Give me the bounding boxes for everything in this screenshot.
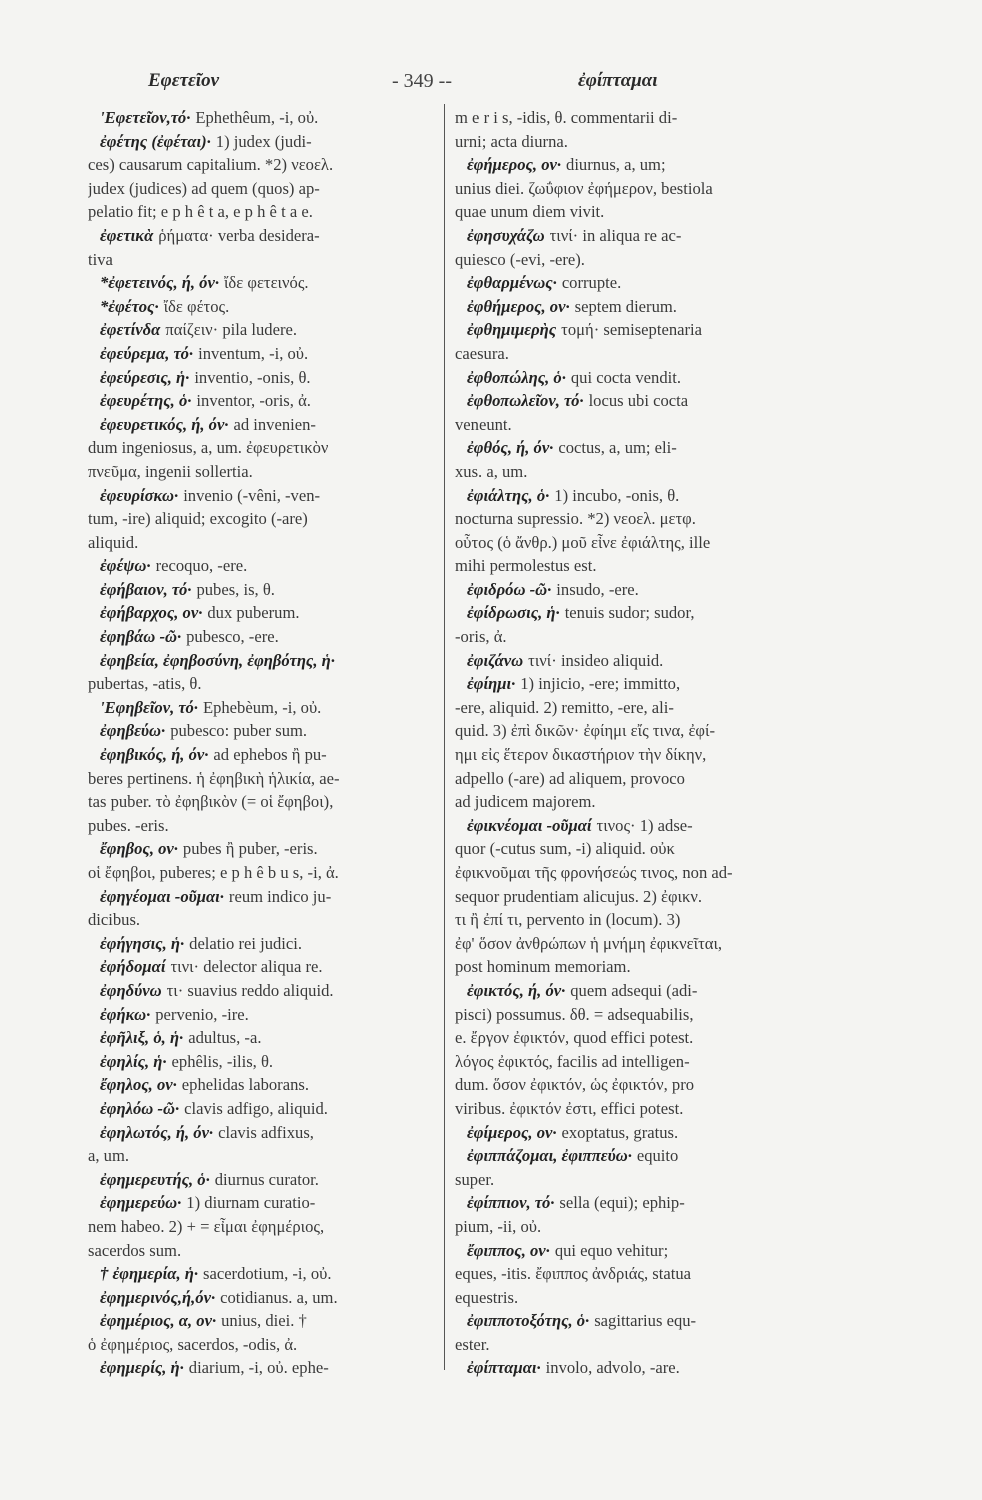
entry-line: [455, 484, 907, 508]
headword: ἐφήβαιον, τό·: [100, 579, 192, 599]
definition-text: ephêlis, -ilis, θ.: [171, 1051, 274, 1071]
definition-text: inventor, -oris, ἀ.: [196, 391, 311, 411]
continuation-line: [88, 200, 444, 224]
headword: ἐφησυχάζω: [467, 225, 545, 245]
continuation-line: [88, 531, 444, 555]
headword: ἐφήκω·: [100, 1004, 151, 1024]
continuation-line: [455, 790, 907, 814]
entry-line: [88, 696, 444, 720]
continuation-line: [455, 1073, 907, 1097]
headword: ἐφημερευτής, ὁ·: [100, 1169, 210, 1189]
continuation-line: [455, 719, 907, 743]
headword: ἐφιππάζομαι, ἐφιππεύω·: [467, 1146, 632, 1166]
headword: ἐφήδομαί: [100, 957, 166, 977]
definition-text: ημι εἰς ἕτερον δικαστήριον τὴν δίκην,: [455, 745, 707, 765]
headword: ἐφικνέομαι -οῦμαί: [467, 815, 592, 835]
definition-text: xus. a, um.: [455, 461, 528, 481]
entry-line: [88, 413, 444, 437]
headword: ἐφικτός, ή, όν·: [467, 980, 566, 1000]
entry-line: [88, 1168, 444, 1192]
entry-line: [88, 271, 444, 295]
continuation-line: [455, 460, 907, 484]
headword: ἐφήγησις, ἡ·: [100, 933, 185, 953]
headword: *ἐφέτος·: [100, 296, 159, 316]
continuation-line: [88, 153, 444, 177]
continuation-line: [88, 1333, 444, 1357]
definition-text: nocturna supressio. *2) νεοελ. μετφ.: [455, 509, 696, 529]
definition-text: cotidianus. a, um.: [220, 1287, 338, 1307]
continuation-line: [455, 625, 907, 649]
entry-line: [88, 295, 444, 319]
continuation-line: [455, 767, 907, 791]
headword: ἐφετίνδα: [100, 320, 161, 340]
entry-line: [88, 318, 444, 342]
definition-text: quiesco (-evi, -ere).: [455, 249, 585, 269]
page-number: - 349 --: [392, 70, 452, 92]
definition-text: ephelidas laborans.: [181, 1075, 309, 1095]
definition-text: 1) injicio, -ere; immitto,: [520, 674, 681, 694]
definition-text: dum. ὅσον ἐφικτόν, ὡς ἐφικτόν, pro: [455, 1075, 695, 1095]
definition-text: ἐφικνοῦμαι τῆς φρονήσεώς τινος, non ad-: [455, 863, 733, 882]
entry-line: [88, 1073, 444, 1097]
headword: ἐφθαρμένως·: [467, 273, 557, 293]
definition-text: involo, advolo, -are.: [545, 1358, 680, 1378]
definition-text: ad ephebos ἢ pu-: [213, 745, 327, 765]
continuation-line: [88, 861, 444, 885]
definition-text: invenio (-vêni, -ven-: [183, 485, 321, 505]
continuation-line: [455, 861, 907, 885]
continuation-line: [88, 460, 444, 484]
definition-text: pisci) possumus. δθ. = adsequabilis,: [455, 1004, 694, 1024]
headword: ἐφευρέτης, ὁ·: [100, 391, 192, 411]
entry-line: [88, 1121, 444, 1145]
definition-text: pubesco, -ere.: [186, 627, 279, 647]
entry-line: [88, 484, 444, 508]
definition-text: clavis adfigo, aliquid.: [184, 1098, 328, 1118]
continuation-line: [88, 248, 444, 272]
entry-line: [88, 366, 444, 390]
continuation-line: [88, 908, 444, 932]
entry-line: [455, 224, 907, 248]
definition-text: -oris, ἀ.: [455, 627, 507, 647]
headword: ἐφιπποτοξότης, ὁ·: [467, 1311, 590, 1331]
definition-text: Ephethêum, -i, οὐ.: [195, 108, 319, 127]
entry-line: [88, 224, 444, 248]
entry-line: [88, 979, 444, 1003]
definition-text: τινος· 1) adse-: [596, 815, 693, 835]
continuation-line: [455, 554, 907, 578]
entry-line: [88, 1356, 444, 1380]
definition-text: λόγος ἐφικτός, facilis ad intelligen-: [455, 1051, 690, 1071]
continuation-line: [455, 342, 907, 366]
definition-text: coctus, a, um; eli-: [558, 438, 677, 458]
definition-text: quor (-cutus sum, -i) aliquid. οὐκ: [455, 839, 675, 859]
definition-text: diurnus, a, um;: [566, 155, 666, 175]
continuation-line: [455, 1003, 907, 1027]
headword: ἔφιππος, ον·: [467, 1240, 550, 1260]
entry-line: [88, 1026, 444, 1050]
entry-line: [455, 389, 907, 413]
headword: ἐφετικὰ: [100, 225, 154, 245]
headword: † ἐφημερία, ἡ·: [100, 1264, 198, 1284]
definition-text: delatio rei judici.: [189, 933, 303, 953]
continuation-line: [455, 1333, 907, 1357]
entry-line: [88, 743, 444, 767]
entry-line: [88, 1309, 444, 1333]
entry-line: [455, 271, 907, 295]
definition-text: -ere, aliquid. 2) remitto, -ere, ali-: [455, 697, 674, 717]
headword: ἐφημερίς, ἡ·: [100, 1358, 184, 1378]
definition-text: inventum, -i, οὐ.: [198, 343, 309, 363]
entry-line: [455, 318, 907, 342]
entry-line: [455, 578, 907, 602]
definition-text: sequor prudentiam alicujus. 2) ἐφικν.: [455, 886, 703, 906]
definition-text: pubes ἢ puber, -eris.: [182, 839, 318, 859]
definition-text: qui cocta vendit.: [570, 367, 681, 387]
definition-text: quid. 3) ἐπὶ δικῶν· ἐφίημι εἴς τινα, ἐφί-: [455, 721, 715, 741]
definition-text: tiva: [88, 249, 113, 269]
definition-text: τομή· semiseptenaria: [561, 320, 702, 340]
entry-line: [455, 814, 907, 838]
definition-text: pervenio, -ire.: [155, 1004, 249, 1024]
continuation-line: [455, 177, 907, 201]
headword: ἐφιζάνω: [467, 650, 524, 670]
continuation-line: [455, 1050, 907, 1074]
headword: ἐφιδρόω -ῶ·: [467, 579, 552, 599]
continuation-line: [88, 1215, 444, 1239]
continuation-line: [455, 932, 907, 956]
entry-line: [455, 1356, 907, 1380]
definition-text: παίζειν· pila ludere.: [165, 320, 297, 340]
headword: ἐφηβάω -ῶ·: [100, 627, 182, 647]
headword: ἐφηλωτός, ή, όν·: [100, 1122, 214, 1142]
headword: ἐφηλίς, ἡ·: [100, 1051, 167, 1071]
entry-line: [88, 106, 444, 130]
entry-line: [455, 601, 907, 625]
definition-text: τινί· in aliqua re ac-: [549, 225, 682, 245]
definition-text: πνεῦμα, ingenii sollertia.: [88, 461, 253, 481]
entry-line: [455, 1191, 907, 1215]
definition-text: post hominum memoriam.: [455, 957, 631, 977]
definition-text: corrupte.: [561, 273, 622, 293]
entry-line: [455, 1144, 907, 1168]
continuation-line: [455, 200, 907, 224]
definition-text: recoquo, -ere.: [155, 556, 248, 576]
definition-text: τινι· delector aliqua re.: [170, 957, 323, 977]
entry-line: [88, 1003, 444, 1027]
headword: ἐφιάλτης, ὁ·: [467, 485, 550, 505]
headword: ἐφέτης (ἐφέται)·: [100, 131, 211, 151]
definition-text: m e r i s, -idis, θ. commentarii di-: [455, 108, 678, 127]
definition-text: ῥήματα· verba desidera-: [158, 225, 320, 245]
continuation-line: [455, 1286, 907, 1310]
definition-text: septem dierum.: [574, 296, 677, 316]
continuation-line: [455, 1026, 907, 1050]
definition-text: tenuis sudor; sudor,: [564, 603, 695, 623]
headword: ἐφημερεύω·: [100, 1193, 182, 1213]
headword: ἐφῆλιξ, ὁ, ἡ·: [100, 1028, 184, 1048]
definition-text: ad judicem majorem.: [455, 792, 596, 812]
headword: ἐφθημιμερὴς: [467, 320, 557, 340]
definition-text: equito: [636, 1146, 679, 1166]
continuation-line: [455, 885, 907, 909]
definition-text: urni; acta diurna.: [455, 131, 568, 151]
entry-line: [88, 837, 444, 861]
continuation-line: [88, 436, 444, 460]
entry-line: [88, 719, 444, 743]
left-column: [88, 106, 444, 1380]
headword: ἐφημερινός,ή,όν·: [100, 1287, 216, 1307]
entry-line: [455, 366, 907, 390]
continuation-line: [455, 696, 907, 720]
continuation-line: [455, 1262, 907, 1286]
definition-text: inventio, -onis, θ.: [194, 367, 311, 387]
entry-line: [88, 1050, 444, 1074]
entry-line: [88, 342, 444, 366]
definition-text: οἱ ἔφηβοι, puberes; e p h ê b u s, -i, ἀ.: [88, 863, 339, 882]
continuation-line: [88, 814, 444, 838]
definition-text: 1) judex (judi-: [215, 131, 312, 151]
entry-line: [88, 554, 444, 578]
definition-text: viribus. ἐφικτόν ἐστι, effici potest.: [455, 1098, 684, 1118]
definition-text: sagittarius equ-: [594, 1311, 697, 1331]
definition-text: reum indico ju-: [228, 886, 332, 906]
definition-text: diurnus curator.: [214, 1169, 319, 1189]
continuation-line: [455, 1215, 907, 1239]
definition-text: qui equo vehitur;: [554, 1240, 669, 1260]
entry-line: [455, 1309, 907, 1333]
definition-text: οὗτος (ὁ ἄνθρ.) μοῦ εἶνε ἐφιάλτης, ille: [455, 532, 711, 552]
definition-text: ces) causarum capitalium. *2) νεοελ.: [88, 155, 334, 175]
headword: ἐφηβεία, ἐφηβοσύνη, ἐφηβότης, ἡ·: [100, 650, 335, 670]
definition-text: pubesco: puber sum.: [170, 721, 308, 741]
entry-line: [88, 885, 444, 909]
definition-text: exoptatus, gratus.: [561, 1122, 679, 1142]
continuation-line: [455, 908, 907, 932]
entry-line: [88, 1191, 444, 1215]
definition-text: unius diei. ζωΰφιον ἐφήμερον, bestiola: [455, 178, 713, 198]
entry-line: [88, 601, 444, 625]
continuation-line: [455, 955, 907, 979]
definition-text: ester.: [455, 1334, 490, 1354]
continuation-line: [455, 507, 907, 531]
continuation-line: [455, 837, 907, 861]
definition-text: pium, -ii, οὐ.: [455, 1216, 542, 1236]
entry-line: [455, 295, 907, 319]
continuation-line: [88, 1239, 444, 1263]
definition-text: sella (equi); ephip-: [559, 1193, 685, 1213]
definition-text: dum ingeniosus, a, um. ἐφευρετικὸν: [88, 438, 329, 458]
entry-line: [455, 1121, 907, 1145]
definition-text: caesura.: [455, 343, 509, 363]
definition-text: τινί· insideo aliquid.: [528, 650, 664, 670]
headword: ἐφεύρεμα, τό·: [100, 343, 194, 363]
definition-text: Ephebèum, -i, οὐ.: [202, 697, 322, 717]
headword: ἔφηβος, ον·: [100, 839, 178, 859]
entry-line: [455, 436, 907, 460]
definition-text: a, um.: [88, 1146, 130, 1166]
definition-text: clavis adfixus,: [218, 1122, 314, 1142]
right-column: [455, 106, 907, 1380]
headword: ἐφηβικός, ή, όν·: [100, 745, 209, 765]
definition-text: ὁ ἐφημέριος, sacerdos, -odis, ἀ.: [88, 1334, 298, 1354]
headword: ἐφθήμερος, ον·: [467, 296, 570, 316]
definition-text: eques, -itis. ἔφιππος ἀνδριάς, statua: [455, 1264, 691, 1284]
headword: ἐφήμερος, ον·: [467, 155, 562, 175]
continuation-line: [455, 531, 907, 555]
entry-line: [88, 130, 444, 154]
definition-text: beres pertinens. ἡ ἐφηβικὴ ἡλικία, ae-: [88, 768, 340, 788]
continuation-line: [455, 106, 907, 130]
headword: 'Εφηβεῖον, τό·: [100, 697, 198, 717]
entry-line: [455, 672, 907, 696]
definition-text: ἐφ' ὅσον ἀνθρώπων ἡ μνήμη ἐφικνεῖται,: [455, 933, 723, 953]
definition-text: dicibus.: [88, 910, 141, 930]
definition-text: pubes, is, θ.: [196, 579, 275, 599]
definition-text: τι· suavius reddo aliquid.: [166, 980, 334, 1000]
entry-line: [88, 649, 444, 673]
headword: ἐφίμερος, ον·: [467, 1122, 557, 1142]
headword: ἐφθός, ή, όν·: [467, 438, 554, 458]
headword: ἐφηλόω -ῶ·: [100, 1098, 180, 1118]
entry-line: [88, 1097, 444, 1121]
continuation-line: [455, 1168, 907, 1192]
definition-text: ἴδε φετεινός.: [223, 273, 309, 293]
headword: ἐφθοπωλεῖον, τό·: [467, 391, 584, 411]
headword: ἐφηγέομαι -οῦμαι·: [100, 886, 224, 906]
headword: ἔφηλος, ον·: [100, 1075, 177, 1095]
definition-text: e. ἔργον ἐφικτόν, quod effici potest.: [455, 1028, 694, 1048]
continuation-line: [455, 130, 907, 154]
definition-text: dux puberum.: [207, 603, 300, 623]
headword: 'Εφετεῖον,τό·: [100, 108, 191, 127]
definition-text: super.: [455, 1169, 495, 1189]
definition-text: tas puber. τὸ ἐφηβικὸν (= οἱ ἔφηβοι),: [88, 792, 334, 812]
headword: ἐφίημι·: [467, 674, 516, 694]
definition-text: pubes. -eris.: [88, 815, 169, 835]
column-divider: [444, 104, 445, 1370]
headword: ἐφεύρεσις, ἡ·: [100, 367, 190, 387]
entry-line: [88, 955, 444, 979]
continuation-line: [455, 743, 907, 767]
definition-text: sacerdotium, -i, οὐ.: [203, 1264, 332, 1284]
definition-text: ἴδε φέτος.: [163, 296, 230, 316]
definition-text: mihi permolestus est.: [455, 556, 597, 576]
running-head-right: ἐφίπταμαι: [578, 70, 658, 91]
definition-text: unius, diei. †: [221, 1311, 307, 1331]
entry-line: [88, 389, 444, 413]
continuation-line: [88, 790, 444, 814]
continuation-line: [455, 413, 907, 437]
continuation-line: [88, 507, 444, 531]
continuation-line: [88, 177, 444, 201]
headword: ἐφίππιον, τό·: [467, 1193, 555, 1213]
entry-line: [88, 625, 444, 649]
continuation-line: [88, 1144, 444, 1168]
headword: ἐφευρετικός, ή, όν·: [100, 414, 229, 434]
definition-text: 1) diurnam curatio-: [186, 1193, 316, 1213]
entry-line: [88, 1286, 444, 1310]
headword: ἐφίδρωσις, ἡ·: [467, 603, 560, 623]
headword: ἐφήβαρχος, ον·: [100, 603, 203, 623]
definition-text: aliquid.: [88, 532, 139, 552]
definition-text: adultus, -a.: [188, 1028, 262, 1048]
definition-text: quem adsequi (adi-: [570, 980, 698, 1000]
continuation-line: [455, 1097, 907, 1121]
entry-line: [455, 1239, 907, 1263]
headword: ἐφευρίσκω·: [100, 485, 179, 505]
definition-text: ad invenien-: [233, 414, 316, 434]
continuation-line: [88, 672, 444, 696]
definition-text: tum, -ire) aliquid; excogito (-are): [88, 509, 308, 529]
entry-line: [455, 153, 907, 177]
entry-line: [88, 932, 444, 956]
definition-text: 1) incubo, -onis, θ.: [554, 485, 680, 505]
definition-text: quae unum diem vivit.: [455, 202, 605, 222]
headword: ἐφέψω·: [100, 556, 151, 576]
running-head-left: Εφετεῖον: [148, 70, 220, 91]
definition-text: nem habeo. 2) + = εἶμαι ἐφημέριος,: [88, 1216, 325, 1236]
entry-line: [88, 1262, 444, 1286]
definition-text: pubertas, -atis, θ.: [88, 674, 202, 694]
definition-text: equestris.: [455, 1287, 519, 1307]
continuation-line: [455, 248, 907, 272]
headword: ἐφίπταμαι·: [467, 1358, 541, 1378]
headword: ἐφημέριος, α, ον·: [100, 1311, 217, 1331]
headword: ἐφηδύνω: [100, 980, 162, 1000]
definition-text: adpello (-are) ad aliquem, provoco: [455, 768, 685, 788]
headword: ἐφθοπώλης, ὁ·: [467, 367, 566, 387]
entry-line: [455, 649, 907, 673]
definition-text: τι ἢ ἐπί τι, pervento in (locum). 3): [455, 910, 681, 930]
definition-text: locus ubi cocta: [588, 391, 689, 411]
definition-text: pelatio fit; e p h ê t a, e p h ê t a e.: [88, 202, 313, 222]
definition-text: judex (judices) ad quem (quos) ap-: [88, 178, 320, 198]
definition-text: diarium, -i, οὐ. ephe-: [188, 1358, 329, 1378]
headword: *ἐφετεινός, ή, όν·: [100, 273, 219, 293]
definition-text: sacerdos sum.: [88, 1240, 182, 1260]
definition-text: veneunt.: [455, 414, 512, 434]
entry-line: [88, 578, 444, 602]
continuation-line: [88, 767, 444, 791]
entry-line: [455, 979, 907, 1003]
headword: ἐφηβεύω·: [100, 721, 166, 741]
definition-text: insudo, -ere.: [556, 579, 639, 599]
